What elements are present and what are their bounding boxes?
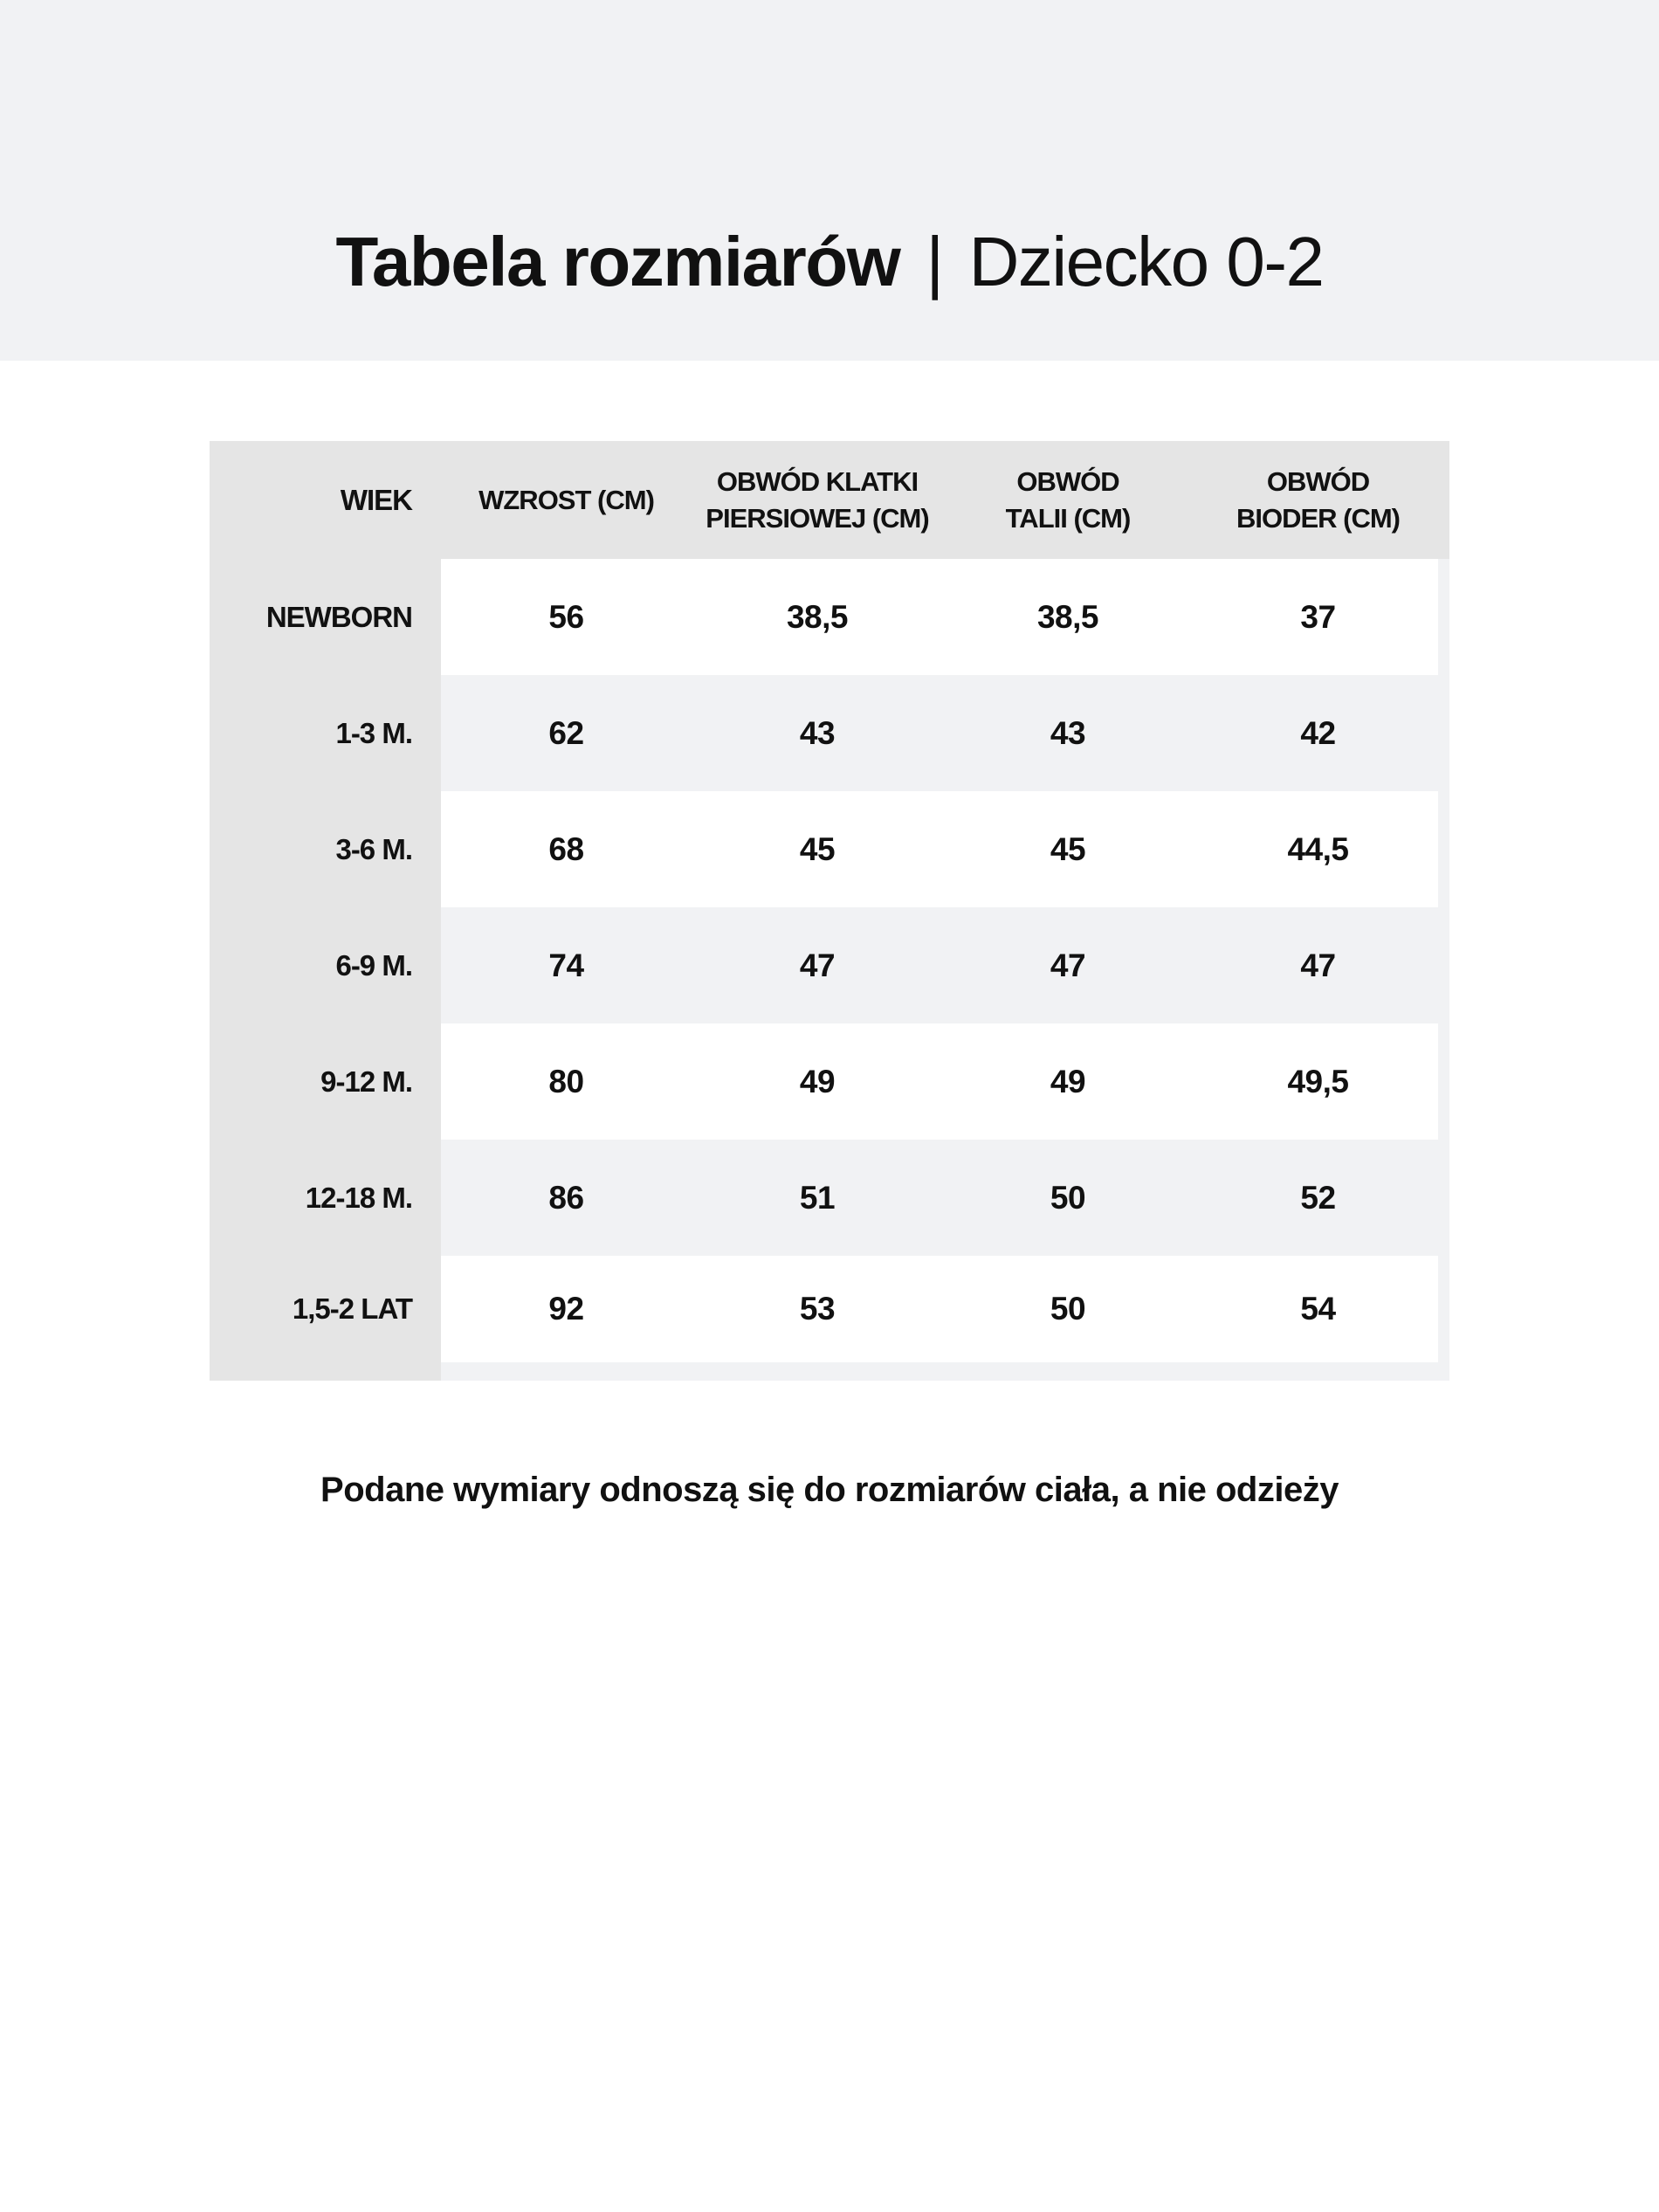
- cell-hips: 42: [1300, 714, 1336, 751]
- table-row: [210, 907, 1449, 1023]
- cell-hips: 44,5: [1287, 830, 1349, 867]
- cell-waist: 45: [1050, 830, 1086, 867]
- title-main: Tabela rozmiarów: [335, 223, 900, 300]
- cell-height: 74: [548, 947, 584, 983]
- cell-hips: 49,5: [1287, 1063, 1349, 1099]
- page-title: [0, 218, 1659, 306]
- cell-hips: 47: [1300, 947, 1336, 983]
- cell-height: 68: [548, 830, 584, 867]
- cell-waist: 43: [1050, 714, 1086, 751]
- cell-chest: 51: [799, 1179, 836, 1216]
- header-waist: OBWÓD TALII (CM): [1005, 465, 1131, 534]
- cell-hips: 37: [1300, 598, 1336, 635]
- footnote: Podane wymiary odnoszą się do rozmiarów ciała, a nie odzieży: [320, 1471, 1339, 1509]
- cell-age: 1-3 M.: [335, 716, 412, 749]
- header-age: WIEK: [340, 483, 412, 516]
- cell-age: 12-18 M.: [305, 1181, 412, 1214]
- cell-age: 3-6 M.: [335, 832, 412, 865]
- table-row: [210, 675, 1449, 791]
- cell-age: NEWBORN: [265, 600, 412, 633]
- size-table: [210, 441, 1449, 1381]
- cell-waist: 38,5: [1036, 598, 1098, 635]
- table-header-row: [210, 441, 1449, 559]
- cell-waist: 49: [1050, 1063, 1086, 1099]
- header-height: WZROST (CM): [478, 484, 654, 515]
- table-row: [210, 791, 1449, 907]
- cell-chest: 47: [799, 947, 836, 983]
- cell-age: 1,5-2 LAT: [292, 1292, 412, 1325]
- title-separator: |: [926, 223, 943, 300]
- title-subtitle: Dziecko 0-2: [968, 223, 1324, 300]
- cell-height: 56: [548, 598, 584, 635]
- cell-age: 9-12 M.: [320, 1065, 412, 1098]
- cell-waist: 47: [1050, 947, 1086, 983]
- cell-height: 62: [548, 714, 584, 751]
- header-hips: OBWÓD BIODER (CM): [1236, 465, 1401, 534]
- table-row: [210, 1140, 1449, 1256]
- cell-chest: 38,5: [786, 598, 848, 635]
- cell-height: 92: [548, 1291, 584, 1327]
- cell-age: 6-9 M.: [335, 948, 412, 982]
- cell-chest: 49: [799, 1063, 836, 1099]
- header-chest: OBWÓD KLATKI PIERSIOWEJ (CM): [706, 465, 929, 534]
- cell-hips: 54: [1300, 1291, 1336, 1327]
- cell-chest: 53: [799, 1291, 836, 1327]
- cell-hips: 52: [1300, 1179, 1336, 1216]
- table-row: [210, 1023, 1449, 1140]
- cell-chest: 43: [799, 714, 836, 751]
- cell-height: 86: [548, 1179, 584, 1216]
- table-row: [210, 1256, 1449, 1362]
- table-row: [210, 559, 1449, 675]
- cell-chest: 45: [799, 830, 836, 867]
- page-header: [0, 0, 1659, 361]
- cell-waist: 50: [1050, 1179, 1086, 1216]
- cell-waist: 50: [1050, 1291, 1086, 1327]
- cell-height: 80: [548, 1063, 584, 1099]
